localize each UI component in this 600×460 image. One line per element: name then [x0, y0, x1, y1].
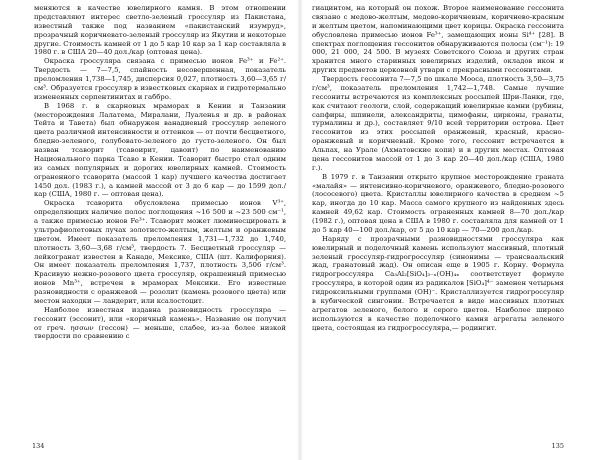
- paragraph: В 1968 г. в скарновых мраморах в Кении и Танзании (месторождения Лалатема, Миралани, Луаленья и др. в районах Тейта и Тавета) был обнаружен ванадиевый гроссуляр зеленого цвета различной интенсивности и оттенков — от почти бесцветного, бледно-зеленого, голубовато-зеленого до густо-зеленого. Он был назван тсаворит (тсавоирит, цавоит) по наименованию Национального парка Тсаво в Кении. Тсаворит быстро стал одним из самых популярных и дорогих ювелирных камней. Стоимость ограненного тсаворита (массой 1 кар) лучшего качества достигает 1450 дол. (1983 г.), а камней массой от 3 до 6 кар — до 1599 дол./кар (США, 1980 г. — оптовая цена).: [34, 101, 286, 199]
- paragraph: Окраска тсаворита обусловлена примесью ионов V³⁺, определяющих наличие полос поглощения ~16 500 и ~23 500 см⁻¹, а также примесью ионов Fe³⁺. Тсаворит может люминесцировать в ультрафиолетовых лучах золотисто-желтым, желтым и оранжевым цветом. Имеет показатель преломления 1,731—1,732 до 1,740, плотность 3,60—3,68 г/см³, твердость 7. Бесцветный гроссуляр — лейкогранат известен в Канаде, Мексике, США (шт. Калифорния). Он имеет показатель преломления 1,737, плотность 3,506 г/см³. Красивую нежно-розового цвета гроссуляр, окрашенный примесью ионов Mn³⁺, встречен в мраморах Мексики. Его известные разновидности с оранжевой — розолит (камень розового цвета) или местон находки — ландерит, или ксалостоцит.: [34, 199, 286, 305]
- paragraph: В 1979 г. в Танзании открыто крупное месторождение граната «малайя» — интенсивно-коричневого, оранжевого, бледно-розового (лососевого) цвета. Кристаллы ювелирного качества в среднем ~5 кар, иногда до 10 кар. Масса самого крупного из найденных здесь камней 49,62 кар. Стоимость ограненных камней 8—70 дол./кар (1982 г.), оптовая цена в США в 1980 г. составляла для камней от 1 до 5 кар 40—100 дол./кар, от 5 до 10 кар — 70—200 дол./кар.: [312, 172, 564, 234]
- right-page: [300, 0, 600, 460]
- paragraph: гиацинтом, на который он похож. Второе наименование гессонита связано с медово-желтым, медово-коричневым, коричнево-красным и желтым цветом, напоминающими цвет корицы. Окраска гессонита обусловлена примесью ионов Fe³⁺, замещающих ионы Si⁴⁺ [28]. В спектрах поглощения гессонитов обнаруживаются полосы (см⁻¹): 19 000, 21 000, 24 500. В музеях Советского Союза и других стран хранится много старинных ювелирных изделий, окладов икон и других предметов церковной утвари с прекрасными гессонитами.: [312, 4, 564, 75]
- paragraph: меняются в качестве ювелирного камня. В этом отношении представляют интерес светло-зеленый гроссуляр из Пакистана, известный также под названием «пакистанский изумруд», прозрачный коричневато-зеленый гроссуляр из Якутии и некоторые другие. Стоимость камней от 1 до 5 кар 10 кар за 1 кар составляла в 1980 г. в США 20—40 дол./кар (оптовая цена).: [34, 4, 286, 57]
- page-number: 134: [32, 442, 45, 450]
- right-page-text: [312, 4, 564, 332]
- paragraph: Твердость гессонита 7—7,5 по шкале Мооса, плотность 3,50—3,75 г/см³, показатель преломления 1,742—1,748. Самые лучшие гессониты встречаются из комплексных россыпей Шри-Ланки, где, как считают геологи, слой, содержащий ювелирные камни (рубины, сапфиры, шпинели, александриты, цимофаны, цирконы, гранаты, турмалины и др.), составляет 9/10 всей территории острова. Цвет гессонитов из этих россыпей оранжевый, красный, красно-оранжевый и коричневый. Кроме того, гессонит встречается в Альпах, на Урале (Ахматовские копи) и в других местах. Оптовая цена гессонитов массой от 1 до 3 кар 20—40 дол./кар (США, 1980 г.).: [312, 75, 564, 172]
- left-page-text: [34, 4, 286, 341]
- paragraph: Наиболее известная издавна разновидность гроссуляра — гессонит (эссонит), или «коричный камень». Название он получил от греч. ησσων (гессон) — меньше, слабее, из-за более низкой твердости по сравнению с: [34, 305, 286, 341]
- paragraph: Окраска гроссуляра связана с примесью ионов Fe³⁺ и Fe²⁺. Твердость — 7—7,5, спайность несовершенная, показатель преломления 1,738—1,745, дисперсия 0,027, плотность 3,60—3,65 г/см³. Образуется гроссуляр в известковых скарнах и гидротермально измененных серпентинитах и габбро.: [34, 57, 286, 101]
- page-number: 135: [551, 442, 564, 450]
- paragraph: Наряду с прозрачными разновидностями гроссуляра как ювелирный и поделочный камень используют массивный, плотный зеленый гроссуляр-гидрогроссуляр (синонимы — трансваальский жад, гранатовый жад). Он описан еще в 1905 г. Корну. Формула гидрогроссуляра Ca₃Al₂[SiO₄]₃₋ₓ(OH)₄ₓ соответствует формуле гроссуляра, в которой один из радикалов [SiO₄]⁴⁻ заменен четырьмя гидроксильными группами (OH)⁻. Кристаллизуется гидрогроссуляр в кубической сингонии. Встречается в виде массивных плотных агрегатов зеленого, белого и серого цветов. Наиболее широко используются в качестве поделочного камня агрегаты зеленого цвета, состоящая из гидрогроссуляра,— родингит.: [312, 234, 564, 332]
